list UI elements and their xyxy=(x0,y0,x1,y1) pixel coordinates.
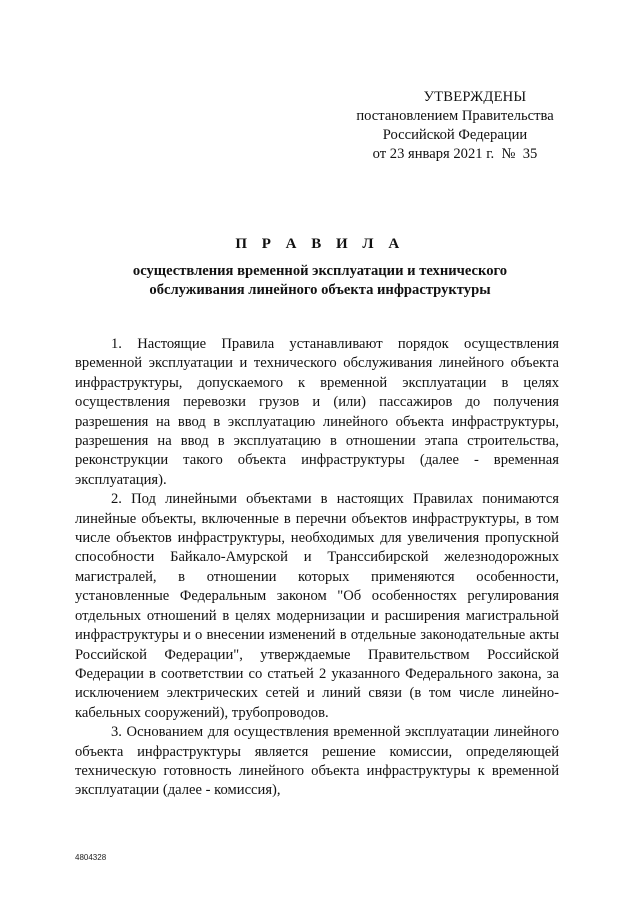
approval-block xyxy=(330,88,580,164)
approval-line-federation: Российской Федерации xyxy=(382,127,528,143)
approval-line-decree: постановлением Правительства xyxy=(356,108,554,124)
paragraph-2: 2. Под линейными объектами в настоящих Правилах понимаются линейные объекты, включенные в перечни объектов инфраструктуры, в том числе объектов инфраструктуры, необходимых для увеличения пропускной способности Байкало-Амурской и Транссибирской железнодорожных магистралей, в отношении которых применяются особенности, установленные Федеральным законом "Об особенностях регулирования отдельных отношений в целях модернизации и расширения магистральной инфраструктуры и о внесении изменений в отдельные законодательные акты Российской Федерации", утверждаемые Правительством Российской Федерации в соответствии со статьей 2 указанного Федерального закона, за исключением электрических сетей и линий связи (в том числе линейно-кабельных сооружений), трубопроводов. xyxy=(75,491,559,721)
paragraph-3: 3. Основанием для осуществления временной эксплуатации линейного объекта инфраструктуры является решение комиссии, определяющей техническую готовность линейного объекта инфраструктуры к временной эксплуатации (далее - комиссия), xyxy=(75,724,559,799)
document-title: П Р А В И Л А xyxy=(235,236,405,252)
document-subtitle: осуществления временной эксплуатации и технического обслуживания линейного объекта инфраструктуры xyxy=(132,263,508,298)
document-code: 4804328 xyxy=(75,853,107,862)
approval-line-date-number: от 23 января 2021 г. № 35 xyxy=(372,146,538,162)
document-body xyxy=(75,335,559,801)
paragraph-1: 1. Настоящие Правила устанавливают порядок осуществления временной эксплуатации и технического обслуживания линейного объекта инфраструктуры, допускаемого к временной эксплуатации в целях осуществления перевозки грузов и (или) пассажиров до получения разрешения на ввод в эксплуатацию линейного объекта инфраструктуры, разрешения на ввод в эксплуатацию в отношении этапа строительства, реконструкции такого объекта инфраструктуры (далее - временная эксплуатация). xyxy=(75,336,559,488)
approval-title: УТВЕРЖДЕНЫ xyxy=(423,89,527,105)
